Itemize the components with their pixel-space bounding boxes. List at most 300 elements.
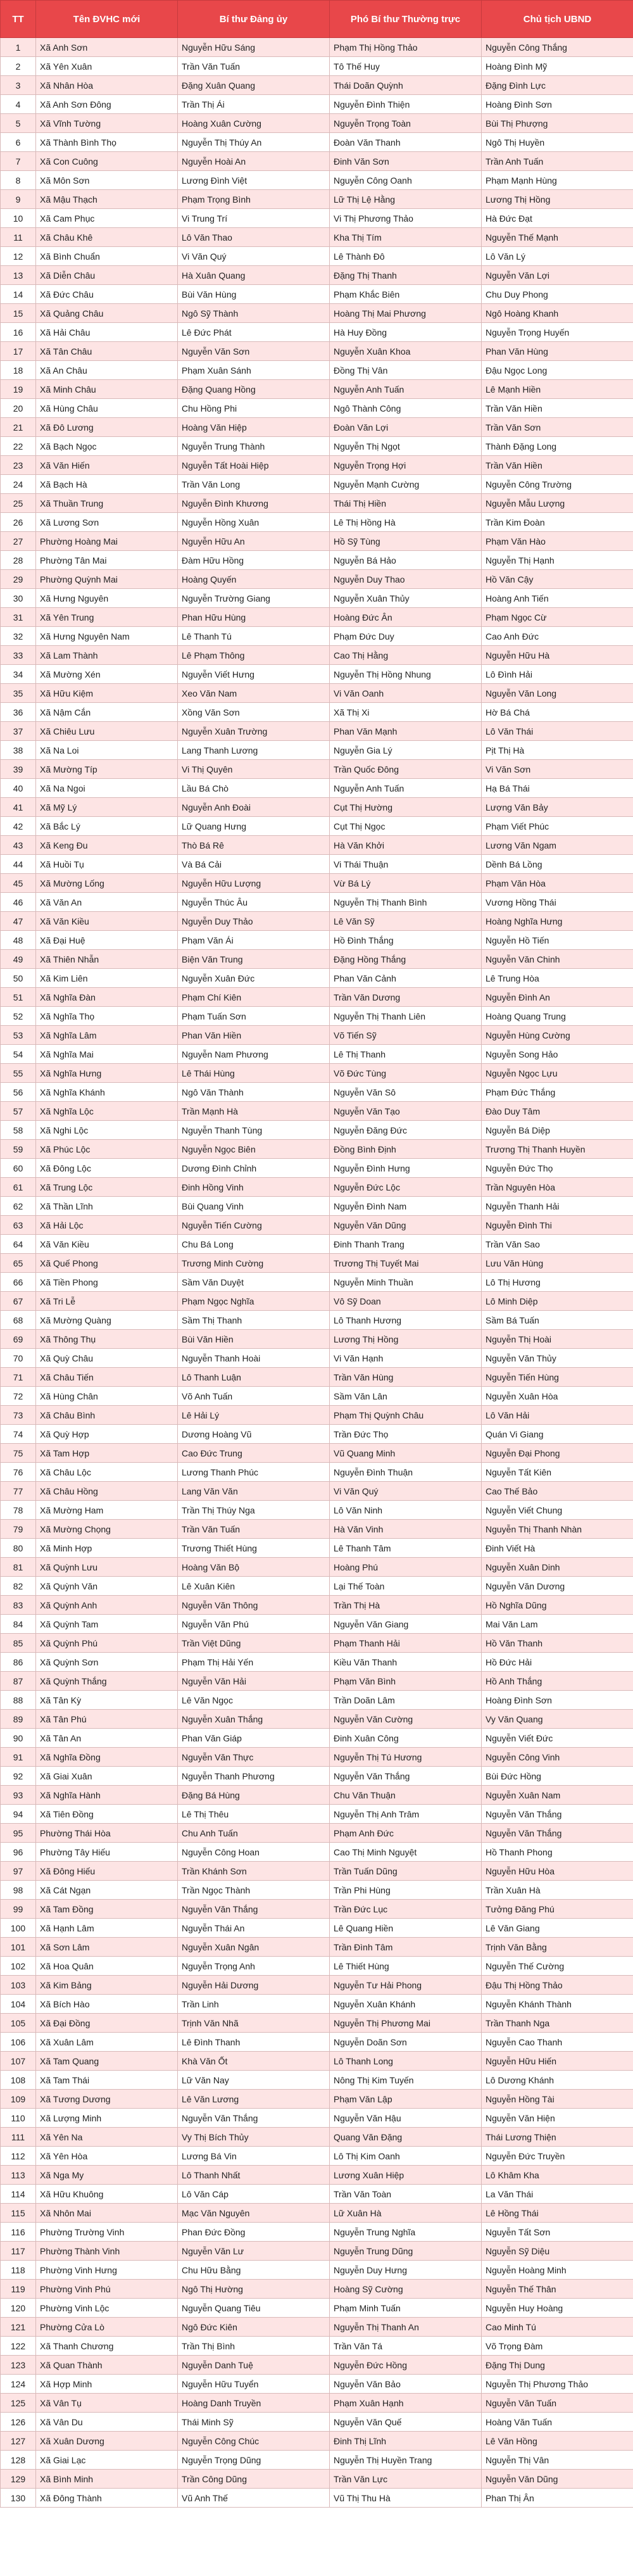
cell-party-secretary: Phan Hữu Hùng xyxy=(178,608,330,627)
cell-chairman: Hồ Anh Thắng xyxy=(482,1672,633,1691)
table-row xyxy=(1,2470,633,2489)
cell-party-secretary: Hà Xuân Quang xyxy=(178,266,330,285)
cell-chairman: Hoàng Đình Mỹ xyxy=(482,57,633,76)
table-row xyxy=(1,855,633,874)
cell-deputy-secretary: Cao Thị Hằng xyxy=(330,646,482,665)
cell-tt: 69 xyxy=(1,1330,36,1349)
cell-tt: 118 xyxy=(1,2261,36,2280)
cell-chairman: Hờ Bá Chá xyxy=(482,703,633,722)
cell-deputy-secretary: Nguyễn Thị Anh Trâm xyxy=(330,1805,482,1824)
table-body xyxy=(1,38,633,2508)
cell-deputy-secretary: Phan Văn Cảnh xyxy=(330,969,482,988)
cell-party-secretary: Bùi Văn Hiền xyxy=(178,1330,330,1349)
cell-party-secretary: Phạm Ngọc Nghĩa xyxy=(178,1292,330,1311)
cell-unit-name: Xã Quỳ Châu xyxy=(36,1349,178,1368)
cell-deputy-secretary: Thái Doãn Quỳnh xyxy=(330,76,482,95)
cell-party-secretary: Trần Thị Ái xyxy=(178,95,330,114)
cell-party-secretary: Phan Văn Giáp xyxy=(178,1729,330,1748)
table-row xyxy=(1,190,633,209)
cell-unit-name: Xã Mường Xén xyxy=(36,665,178,684)
cell-unit-name: Xã Thông Thụ xyxy=(36,1330,178,1349)
cell-deputy-secretary: Trần Đức Thọ xyxy=(330,1425,482,1444)
cell-chairman: Hoàng Đình Sơn xyxy=(482,1691,633,1710)
cell-tt: 24 xyxy=(1,475,36,494)
cell-chairman: Trần Thanh Nga xyxy=(482,2014,633,2033)
cell-deputy-secretary: Lê Quang Hiền xyxy=(330,1919,482,1938)
cell-chairman: Nguyễn Công Vinh xyxy=(482,1748,633,1767)
table-row xyxy=(1,2204,633,2223)
cell-unit-name: Xã Nghĩa Mai xyxy=(36,1045,178,1064)
cell-party-secretary: Lô Thanh Luận xyxy=(178,1368,330,1387)
cell-party-secretary: Trần Khánh Sơn xyxy=(178,1862,330,1881)
cell-chairman: Nguyễn Xuân Hòa xyxy=(482,1387,633,1406)
cell-party-secretary: Nguyễn Hồng Xuân xyxy=(178,513,330,532)
table-row xyxy=(1,1406,633,1425)
cell-party-secretary: Phạm Xuân Sánh xyxy=(178,361,330,380)
cell-deputy-secretary: Nguyễn Minh Thuần xyxy=(330,1273,482,1292)
cell-deputy-secretary: Nguyễn Xuân Thủy xyxy=(330,589,482,608)
table-row xyxy=(1,2052,633,2071)
cell-deputy-secretary: Nguyễn Thị Thanh Bình xyxy=(330,893,482,912)
cell-deputy-secretary: Đặng Hồng Thắng xyxy=(330,950,482,969)
table-row xyxy=(1,1102,633,1121)
cell-unit-name: Xã Bình Minh xyxy=(36,2470,178,2489)
cell-unit-name: Xã Mường Lống xyxy=(36,874,178,893)
cell-deputy-secretary: Nguyễn Anh Tuấn xyxy=(330,779,482,798)
cell-deputy-secretary: Phạm Khắc Biên xyxy=(330,285,482,304)
cell-unit-name: Xã Văn Kiều xyxy=(36,912,178,931)
table-row xyxy=(1,57,633,76)
cell-tt: 12 xyxy=(1,247,36,266)
cell-party-secretary: Mạc Văn Nguyên xyxy=(178,2204,330,2223)
table-row xyxy=(1,1596,633,1615)
cell-chairman: Phan Văn Hùng xyxy=(482,342,633,361)
cell-chairman: Pịt Thị Hà xyxy=(482,741,633,760)
cell-tt: 96 xyxy=(1,1843,36,1862)
cell-unit-name: Xã Trung Lộc xyxy=(36,1178,178,1197)
cell-chairman: Nguyễn Khánh Thành xyxy=(482,1995,633,2014)
cell-deputy-secretary: Vi Thị Phương Thảo xyxy=(330,209,482,228)
cell-chairman: Trần Nguyên Hòa xyxy=(482,1178,633,1197)
cell-unit-name: Xã Tân Châu xyxy=(36,342,178,361)
cell-chairman: Đậu Ngọc Long xyxy=(482,361,633,380)
cell-tt: 91 xyxy=(1,1748,36,1767)
cell-unit-name: Xã Châu Tiến xyxy=(36,1368,178,1387)
cell-deputy-secretary: Lại Thế Toàn xyxy=(330,1577,482,1596)
cell-tt: 45 xyxy=(1,874,36,893)
cell-deputy-secretary: Lương Xuân Hiệp xyxy=(330,2166,482,2185)
cell-deputy-secretary: Hoàng Phú xyxy=(330,1558,482,1577)
cell-tt: 62 xyxy=(1,1197,36,1216)
table-row xyxy=(1,342,633,361)
table-row xyxy=(1,152,633,171)
table-row xyxy=(1,2375,633,2394)
cell-chairman: Nguyễn Hùng Cường xyxy=(482,1026,633,1045)
table-row xyxy=(1,551,633,570)
cell-tt: 122 xyxy=(1,2337,36,2356)
cell-party-secretary: Vy Thị Bích Thủy xyxy=(178,2128,330,2147)
cell-tt: 6 xyxy=(1,133,36,152)
cell-deputy-secretary: Ngô Thành Công xyxy=(330,399,482,418)
table-row xyxy=(1,1235,633,1254)
cell-tt: 19 xyxy=(1,380,36,399)
cell-party-secretary: Nguyễn Danh Tuệ xyxy=(178,2356,330,2375)
cell-party-secretary: Nguyễn Viết Hưng xyxy=(178,665,330,684)
cell-unit-name: Xã Thành Bình Thọ xyxy=(36,133,178,152)
cell-chairman: Thành Đặng Long xyxy=(482,437,633,456)
cell-deputy-secretary: Hà Huy Đồng xyxy=(330,323,482,342)
cell-party-secretary: Phạm Tuấn Sơn xyxy=(178,1007,330,1026)
cell-unit-name: Phường Tân Mai xyxy=(36,551,178,570)
cell-party-secretary: Võ Anh Tuấn xyxy=(178,1387,330,1406)
table-row xyxy=(1,2337,633,2356)
cell-chairman: Lô Dương Khánh xyxy=(482,2071,633,2090)
cell-deputy-secretary: Nguyễn Anh Tuấn xyxy=(330,380,482,399)
cell-unit-name: Xã Con Cuông xyxy=(36,152,178,171)
cell-chairman: Trương Thị Thanh Huyền xyxy=(482,1140,633,1159)
cell-tt: 130 xyxy=(1,2489,36,2508)
cell-unit-name: Xã Anh Sơn xyxy=(36,38,178,57)
cell-unit-name: Xã Sơn Lâm xyxy=(36,1938,178,1957)
cell-chairman: Lê Văn Hồng xyxy=(482,2432,633,2451)
cell-tt: 55 xyxy=(1,1064,36,1083)
cell-tt: 75 xyxy=(1,1444,36,1463)
cell-deputy-secretary: Lô Thanh Hương xyxy=(330,1311,482,1330)
table-row xyxy=(1,2318,633,2337)
cell-party-secretary: Vũ Anh Thế xyxy=(178,2489,330,2508)
cell-chairman: Nguyễn Văn Lợi xyxy=(482,266,633,285)
cell-chairman: Phạm Văn Hào xyxy=(482,532,633,551)
cell-chairman: Nguyễn Công Trường xyxy=(482,475,633,494)
table-row xyxy=(1,114,633,133)
cell-tt: 51 xyxy=(1,988,36,1007)
cell-party-secretary: Nguyễn Văn Thông xyxy=(178,1596,330,1615)
cell-unit-name: Xã Quế Phong xyxy=(36,1254,178,1273)
table-row xyxy=(1,2090,633,2109)
cell-chairman: Nguyễn Hồ Tiến xyxy=(482,931,633,950)
cell-tt: 29 xyxy=(1,570,36,589)
cell-deputy-secretary: Hà Văn Vinh xyxy=(330,1520,482,1539)
table-row xyxy=(1,2223,633,2242)
cell-deputy-secretary: Đinh Thanh Trang xyxy=(330,1235,482,1254)
cell-tt: 47 xyxy=(1,912,36,931)
cell-deputy-secretary: Nguyễn Đức Lộc xyxy=(330,1178,482,1197)
table-row xyxy=(1,1729,633,1748)
cell-chairman: Phạm Văn Hòa xyxy=(482,874,633,893)
cell-unit-name: Xã Nghĩa Hưng xyxy=(36,1064,178,1083)
cell-unit-name: Phường Hoàng Mai xyxy=(36,532,178,551)
cell-chairman: Nguyễn Thị Phương Thảo xyxy=(482,2375,633,2394)
cell-chairman: Bùi Đức Hồng xyxy=(482,1767,633,1786)
cell-deputy-secretary: Đinh Thị Lĩnh xyxy=(330,2432,482,2451)
cell-deputy-secretary: Nguyễn Xuân Khánh xyxy=(330,1995,482,2014)
cell-deputy-secretary: Trần Văn Lực xyxy=(330,2470,482,2489)
cell-chairman: Hà Đức Đạt xyxy=(482,209,633,228)
table-row xyxy=(1,2261,633,2280)
header-deputy-secretary: Phó Bí thư Thường trực xyxy=(330,1,482,38)
cell-tt: 7 xyxy=(1,152,36,171)
cell-party-secretary: Nguyễn Văn Hải xyxy=(178,1672,330,1691)
cell-deputy-secretary: Đồng Bình Định xyxy=(330,1140,482,1159)
cell-party-secretary: Nguyễn Xuân Trường xyxy=(178,722,330,741)
cell-tt: 124 xyxy=(1,2375,36,2394)
cell-chairman: La Văn Thái xyxy=(482,2185,633,2204)
cell-deputy-secretary: Nguyễn Văn Dũng xyxy=(330,1216,482,1235)
cell-tt: 99 xyxy=(1,1900,36,1919)
cell-unit-name: Xã Tương Dương xyxy=(36,2090,178,2109)
cell-chairman: Ngô Thị Huyền xyxy=(482,133,633,152)
cell-chairman: Đinh Viết Hà xyxy=(482,1539,633,1558)
cell-party-secretary: Phạm Thị Hải Yến xyxy=(178,1653,330,1672)
cell-tt: 83 xyxy=(1,1596,36,1615)
table-row xyxy=(1,475,633,494)
cell-chairman: Nguyễn Đình Thi xyxy=(482,1216,633,1235)
cell-party-secretary: Nguyễn Quang Tiêu xyxy=(178,2299,330,2318)
cell-deputy-secretary: Lê Thành Đô xyxy=(330,247,482,266)
table-row xyxy=(1,2242,633,2261)
table-row xyxy=(1,171,633,190)
cell-chairman: Trần Văn Hiền xyxy=(482,456,633,475)
cell-unit-name: Xã Châu Khê xyxy=(36,228,178,247)
cell-chairman: Nguyễn Thị Vân xyxy=(482,2451,633,2470)
cell-party-secretary: Trần Công Dũng xyxy=(178,2470,330,2489)
table-row xyxy=(1,1216,633,1235)
cell-deputy-secretary: Trần Phi Hùng xyxy=(330,1881,482,1900)
cell-unit-name: Xã Văn An xyxy=(36,893,178,912)
cell-party-secretary: Nguyễn Thái An xyxy=(178,1919,330,1938)
cell-deputy-secretary: Nguyễn Đình Thuận xyxy=(330,1463,482,1482)
table-row xyxy=(1,608,633,627)
cell-deputy-secretary: Kha Thị Tím xyxy=(330,228,482,247)
table-row xyxy=(1,1311,633,1330)
cell-tt: 115 xyxy=(1,2204,36,2223)
cell-tt: 57 xyxy=(1,1102,36,1121)
table-row xyxy=(1,703,633,722)
cell-deputy-secretary: Phạm Thị Quỳnh Châu xyxy=(330,1406,482,1425)
cell-unit-name: Xã Nga My xyxy=(36,2166,178,2185)
cell-unit-name: Xã Na Ngoi xyxy=(36,779,178,798)
table-row xyxy=(1,380,633,399)
cell-tt: 49 xyxy=(1,950,36,969)
cell-tt: 73 xyxy=(1,1406,36,1425)
table-row xyxy=(1,1805,633,1824)
table-row xyxy=(1,1577,633,1596)
cell-tt: 36 xyxy=(1,703,36,722)
cell-party-secretary: Ngô Đức Kiên xyxy=(178,2318,330,2337)
cell-deputy-secretary: Vi Văn Hạnh xyxy=(330,1349,482,1368)
cell-unit-name: Xã Lam Thành xyxy=(36,646,178,665)
table-row xyxy=(1,494,633,513)
cell-deputy-secretary: Lê Thiết Hùng xyxy=(330,1957,482,1976)
table-row xyxy=(1,627,633,646)
table-row xyxy=(1,589,633,608)
cell-unit-name: Xã Quỳnh Thắng xyxy=(36,1672,178,1691)
cell-tt: 28 xyxy=(1,551,36,570)
cell-party-secretary: Nguyễn Thanh Phương xyxy=(178,1767,330,1786)
cell-party-secretary: Nguyễn Xuân Ngân xyxy=(178,1938,330,1957)
cell-chairman: Quán Vi Giang xyxy=(482,1425,633,1444)
table-row xyxy=(1,1463,633,1482)
cell-chairman: Hồ Đức Hải xyxy=(482,1653,633,1672)
cell-party-secretary: Vi Trung Trí xyxy=(178,209,330,228)
cell-party-secretary: Lê Xuân Kiên xyxy=(178,1577,330,1596)
cell-deputy-secretary: Quang Văn Đặng xyxy=(330,2128,482,2147)
cell-chairman: Nguyễn Thị Hạnh xyxy=(482,551,633,570)
cell-chairman: Nguyễn Song Hảo xyxy=(482,1045,633,1064)
cell-unit-name: Xã Yên Hòa xyxy=(36,2147,178,2166)
cell-party-secretary: Nguyễn Anh Đoài xyxy=(178,798,330,817)
cell-party-secretary: Thái Minh Sỹ xyxy=(178,2413,330,2432)
table-row xyxy=(1,798,633,817)
cell-unit-name: Xã Xuân Dương xyxy=(36,2432,178,2451)
cell-tt: 100 xyxy=(1,1919,36,1938)
cell-chairman: Nguyễn Đại Phong xyxy=(482,1444,633,1463)
cell-unit-name: Xã Mường Ham xyxy=(36,1501,178,1520)
table-row xyxy=(1,988,633,1007)
cell-chairman: Nguyễn Hữu Hà xyxy=(482,646,633,665)
cell-unit-name: Xã Bạch Hà xyxy=(36,475,178,494)
cell-chairman: Nguyễn Văn Thắng xyxy=(482,1824,633,1843)
table-row xyxy=(1,646,633,665)
table-row xyxy=(1,1748,633,1767)
cell-tt: 129 xyxy=(1,2470,36,2489)
cell-party-secretary: Trịnh Văn Nhã xyxy=(178,2014,330,2033)
cell-deputy-secretary: Vừ Bá Lý xyxy=(330,874,482,893)
table-row xyxy=(1,722,633,741)
table-row xyxy=(1,1938,633,1957)
cell-chairman: Nguyễn Thế Cường xyxy=(482,1957,633,1976)
cell-tt: 92 xyxy=(1,1767,36,1786)
cell-chairman: Lô Văn Thái xyxy=(482,722,633,741)
cell-party-secretary: Nguyễn Hữu Tuyển xyxy=(178,2375,330,2394)
cell-tt: 18 xyxy=(1,361,36,380)
cell-party-secretary: Lang Thanh Lương xyxy=(178,741,330,760)
cell-party-secretary: Lê Thị Thêu xyxy=(178,1805,330,1824)
header-unit-name: Tên ĐVHC mới xyxy=(36,1,178,38)
cell-chairman: Hồ Nghĩa Dũng xyxy=(482,1596,633,1615)
cell-chairman: Nguyễn Thị Thanh Nhàn xyxy=(482,1520,633,1539)
cell-deputy-secretary: Nông Thị Kim Tuyến xyxy=(330,2071,482,2090)
cell-tt: 15 xyxy=(1,304,36,323)
cell-chairman: Nguyễn Hữu Hòa xyxy=(482,1862,633,1881)
cell-unit-name: Xã Quảng Châu xyxy=(36,304,178,323)
cell-party-secretary: Trần Linh xyxy=(178,1995,330,2014)
cell-tt: 27 xyxy=(1,532,36,551)
cell-tt: 46 xyxy=(1,893,36,912)
cell-deputy-secretary: Trần Doãn Lâm xyxy=(330,1691,482,1710)
cell-party-secretary: Hoàng Danh Truyền xyxy=(178,2394,330,2413)
cell-party-secretary: Chu Anh Tuấn xyxy=(178,1824,330,1843)
cell-chairman: Lượng Văn Bảy xyxy=(482,798,633,817)
cell-tt: 31 xyxy=(1,608,36,627)
cell-tt: 14 xyxy=(1,285,36,304)
cell-deputy-secretary: Nguyễn Mạnh Cường xyxy=(330,475,482,494)
cell-deputy-secretary: Lữ Thị Lệ Hằng xyxy=(330,190,482,209)
cell-unit-name: Xã Vĩnh Tường xyxy=(36,114,178,133)
cell-tt: 94 xyxy=(1,1805,36,1824)
cell-unit-name: Xã Yên Na xyxy=(36,2128,178,2147)
cell-unit-name: Xã Quan Thành xyxy=(36,2356,178,2375)
table-row xyxy=(1,1957,633,1976)
cell-unit-name: Xã Đại Đồng xyxy=(36,2014,178,2033)
table-row xyxy=(1,912,633,931)
cell-unit-name: Xã Kim Bảng xyxy=(36,1976,178,1995)
cell-unit-name: Xã Cát Ngạn xyxy=(36,1881,178,1900)
table-row xyxy=(1,1843,633,1862)
cell-unit-name: Xã Quỳnh Tam xyxy=(36,1615,178,1634)
table-row xyxy=(1,1653,633,1672)
cell-party-secretary: Nguyễn Công Hoan xyxy=(178,1843,330,1862)
table-row xyxy=(1,1767,633,1786)
cell-tt: 25 xyxy=(1,494,36,513)
cell-deputy-secretary: Hà Văn Khởi xyxy=(330,836,482,855)
table-row xyxy=(1,779,633,798)
cell-deputy-secretary: Cụt Thị Ngọc xyxy=(330,817,482,836)
cell-tt: 117 xyxy=(1,2242,36,2261)
cell-unit-name: Xã Văn Kiều xyxy=(36,1235,178,1254)
cell-deputy-secretary: Phạm Anh Đức xyxy=(330,1824,482,1843)
cell-chairman: Trần Văn Sao xyxy=(482,1235,633,1254)
cell-tt: 32 xyxy=(1,627,36,646)
cell-chairman: Vi Văn Sơn xyxy=(482,760,633,779)
cell-party-secretary: Nguyễn Hải Dương xyxy=(178,1976,330,1995)
cell-tt: 110 xyxy=(1,2109,36,2128)
cell-chairman: Nguyễn Văn Long xyxy=(482,684,633,703)
table-row xyxy=(1,2071,633,2090)
cell-chairman: Nguyễn Văn Hiện xyxy=(482,2109,633,2128)
cell-deputy-secretary: Nguyễn Đình Nam xyxy=(330,1197,482,1216)
cell-deputy-secretary: Vi Văn Oanh xyxy=(330,684,482,703)
cell-party-secretary: Nguyễn Trọng Dũng xyxy=(178,2451,330,2470)
table-row xyxy=(1,817,633,836)
cell-party-secretary: Lê Văn Ngọc xyxy=(178,1691,330,1710)
cell-tt: 48 xyxy=(1,931,36,950)
cell-party-secretary: Đặng Quang Hồng xyxy=(178,380,330,399)
cell-unit-name: Phường Quỳnh Mai xyxy=(36,570,178,589)
cell-deputy-secretary: Thái Thị Hiền xyxy=(330,494,482,513)
table-row xyxy=(1,2432,633,2451)
cell-tt: 70 xyxy=(1,1349,36,1368)
cell-chairman: Cao Minh Tú xyxy=(482,2318,633,2337)
cell-unit-name: Phường Vinh Hưng xyxy=(36,2261,178,2280)
cell-tt: 78 xyxy=(1,1501,36,1520)
cell-party-secretary: Lê Văn Lương xyxy=(178,2090,330,2109)
cell-deputy-secretary: Lê Thanh Tâm xyxy=(330,1539,482,1558)
cell-party-secretary: Và Bá Cải xyxy=(178,855,330,874)
table-row xyxy=(1,1824,633,1843)
cell-deputy-secretary: Phạm Văn Bình xyxy=(330,1672,482,1691)
cell-deputy-secretary: Nguyễn Thị Huyền Trang xyxy=(330,2451,482,2470)
cell-unit-name: Xã Bắc Lý xyxy=(36,817,178,836)
cell-tt: 68 xyxy=(1,1311,36,1330)
cell-chairman: Nguyễn Văn Dũng xyxy=(482,2470,633,2489)
cell-deputy-secretary: Trần Văn Toàn xyxy=(330,2185,482,2204)
cell-party-secretary: Hoàng Quyến xyxy=(178,570,330,589)
table-row xyxy=(1,513,633,532)
cell-tt: 65 xyxy=(1,1254,36,1273)
cell-chairman: Lô Đình Hải xyxy=(482,665,633,684)
table-row xyxy=(1,1026,633,1045)
cell-chairman: Vy Văn Quang xyxy=(482,1710,633,1729)
cell-party-secretary: Lê Phạm Thông xyxy=(178,646,330,665)
cell-deputy-secretary: Võ Đức Tùng xyxy=(330,1064,482,1083)
cell-party-secretary: Trần Văn Long xyxy=(178,475,330,494)
cell-unit-name: Xã Tân An xyxy=(36,1729,178,1748)
cell-chairman: Nguyễn Tất Kiên xyxy=(482,1463,633,1482)
cell-unit-name: Xã Tam Đồng xyxy=(36,1900,178,1919)
cell-tt: 89 xyxy=(1,1710,36,1729)
table-row xyxy=(1,2109,633,2128)
